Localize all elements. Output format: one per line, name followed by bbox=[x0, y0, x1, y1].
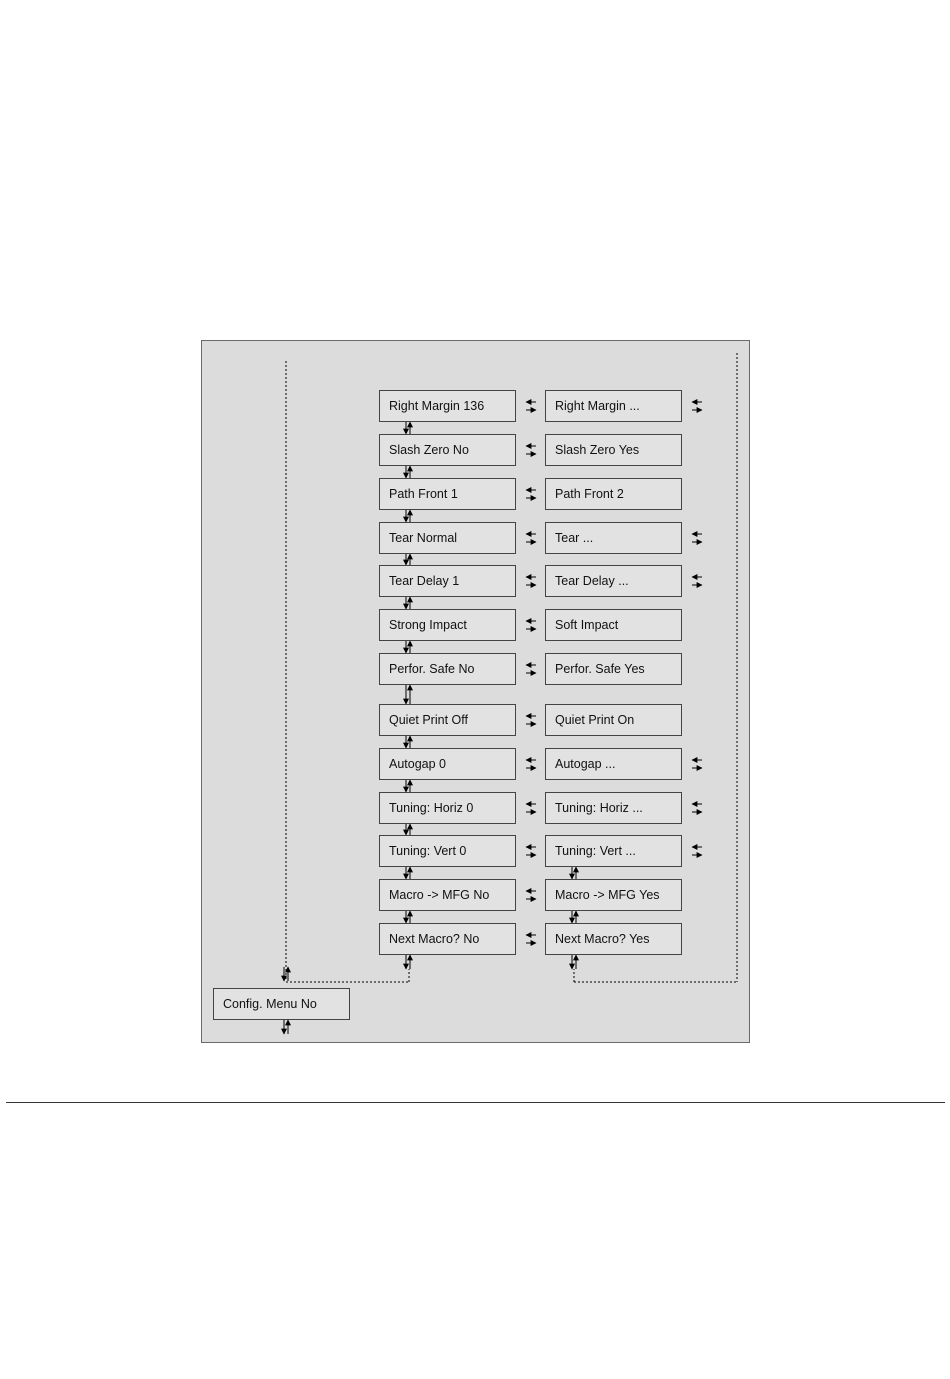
menu-box-right bbox=[545, 653, 682, 685]
menu-box-left bbox=[379, 390, 516, 422]
menu-box-label: Perfor. Safe No bbox=[389, 662, 475, 676]
menu-box-left bbox=[379, 704, 516, 736]
menu-box-label: Tear Delay 1 bbox=[389, 574, 460, 588]
menu-box-left bbox=[379, 653, 516, 685]
menu-box-label: Tuning: Vert 0 bbox=[389, 844, 467, 858]
menu-box-label: Path Front 1 bbox=[389, 487, 458, 501]
menu-box-label: Tuning: Horiz 0 bbox=[389, 801, 474, 815]
menu-box-right bbox=[545, 923, 682, 955]
menu-box-label: Autogap 0 bbox=[389, 757, 446, 771]
menu-box-label: Perfor. Safe Yes bbox=[555, 662, 645, 676]
menu-box-left bbox=[379, 879, 516, 911]
menu-box-label: Next Macro? No bbox=[389, 932, 480, 946]
menu-box-right bbox=[545, 478, 682, 510]
menu-box-right bbox=[545, 879, 682, 911]
menu-box-left bbox=[379, 565, 516, 597]
menu-box-right bbox=[545, 748, 682, 780]
menu-box-label: Path Front 2 bbox=[555, 487, 624, 501]
menu-box-right bbox=[545, 835, 682, 867]
menu-box-label: Slash Zero Yes bbox=[555, 443, 640, 457]
menu-box-left bbox=[379, 923, 516, 955]
menu-box-label: Autogap ... bbox=[555, 757, 616, 771]
menu-box-label: Tear Normal bbox=[389, 531, 458, 545]
menu-box-left bbox=[379, 748, 516, 780]
menu-box-label: Tuning: Horiz ... bbox=[555, 801, 643, 815]
page-divider bbox=[6, 1102, 945, 1103]
menu-box-label: Quiet Print On bbox=[555, 713, 635, 727]
menu-diagram-panel bbox=[201, 340, 750, 1043]
menu-box-left bbox=[379, 522, 516, 554]
menu-box-right bbox=[545, 522, 682, 554]
menu-box-right bbox=[545, 792, 682, 824]
config-menu-label: Config. Menu No bbox=[223, 997, 317, 1011]
menu-box-left bbox=[379, 478, 516, 510]
menu-box-left bbox=[379, 609, 516, 641]
menu-box-left bbox=[379, 434, 516, 466]
menu-box-label: Right Margin 136 bbox=[389, 399, 485, 413]
config-menu-box bbox=[213, 988, 350, 1020]
menu-box-label: Macro -> MFG No bbox=[389, 888, 490, 902]
menu-box-label: Soft Impact bbox=[555, 618, 619, 632]
menu-box-left bbox=[379, 835, 516, 867]
menu-box-label: Quiet Print Off bbox=[389, 713, 468, 727]
menu-box-label: Right Margin ... bbox=[555, 399, 640, 413]
menu-box-label: Tear ... bbox=[555, 531, 594, 545]
menu-box-right bbox=[545, 704, 682, 736]
menu-box-right bbox=[545, 434, 682, 466]
menu-box-right bbox=[545, 609, 682, 641]
menu-box-right bbox=[545, 390, 682, 422]
menu-box-label: Macro -> MFG Yes bbox=[555, 888, 660, 902]
menu-box-label: Tear Delay ... bbox=[555, 574, 629, 588]
menu-box-left bbox=[379, 792, 516, 824]
menu-box-right bbox=[545, 565, 682, 597]
menu-box-label: Slash Zero No bbox=[389, 443, 469, 457]
menu-box-label: Tuning: Vert ... bbox=[555, 844, 636, 858]
menu-box-label: Strong Impact bbox=[389, 618, 467, 632]
menu-box-label: Next Macro? Yes bbox=[555, 932, 650, 946]
